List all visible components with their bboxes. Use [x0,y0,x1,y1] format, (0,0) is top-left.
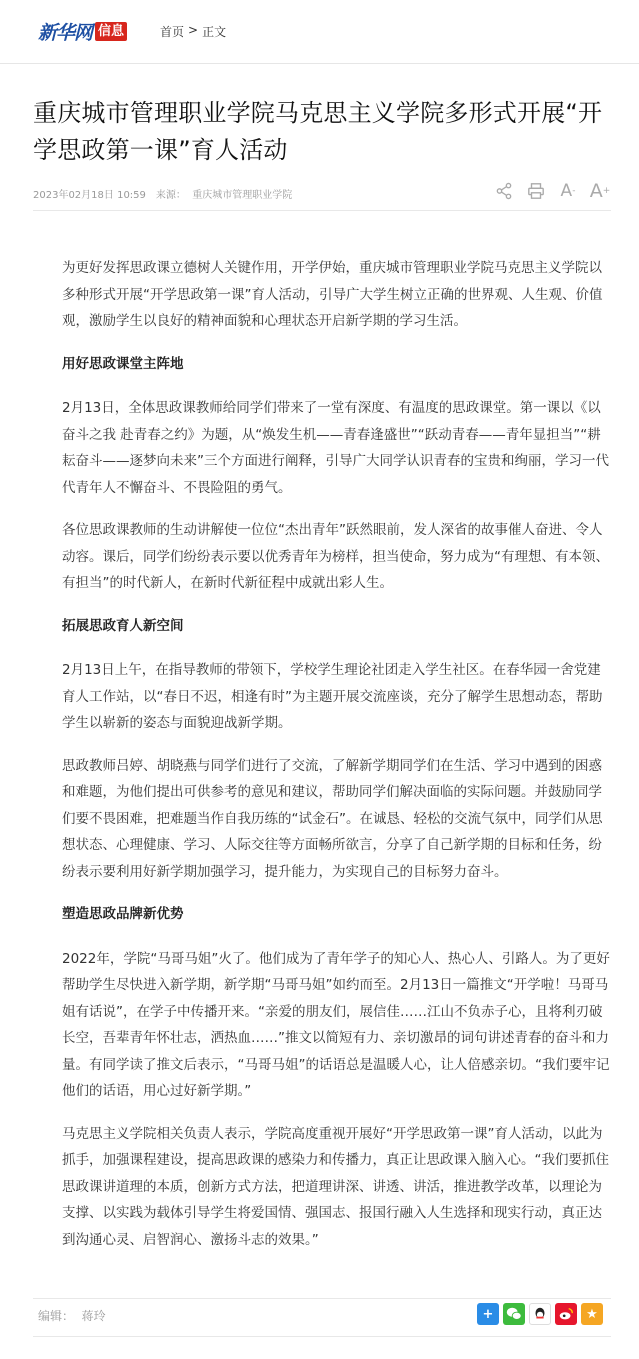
source-label: 来源： [155,190,186,201]
section-heading: 拓展思政育人新空间 [62,617,184,634]
share-bar [477,1303,603,1325]
breadcrumb-current: 正文 [202,25,227,39]
qq-icon[interactable] [529,1303,551,1325]
body-paragraph: 2月13日，全体思政课教师给同学们带来了一堂有深度、有温度的思政课堂。第一课以《以奋斗之我 赴青春之约》为题，从“焕发生机——青春逢盛世”“跃动青春——青年显担当”“耕耘奋斗——逐梦向未来”三个方面进行阐释，引导广大同学认识青春的宝贵和绚丽，学习一代代青年人不懈奋斗、不畏险阻的勇气。 [62,400,609,496]
logo-text: 新华网 [38,21,93,44]
editor-credit [38,1307,106,1324]
font-decrease-icon[interactable]: A - [560,181,576,201]
body-paragraph: 各位思政课教师的生动讲解使一位位“杰出青年”跃然眼前，发人深省的故事催人奋进、令人动容。课后，同学们纷纷表示要以优秀青年为榜样，担当使命，努力成为“有理想、有本领、有担当”的时代新人，在新时代新征程中成就出彩人生。 [62,522,609,591]
section-heading: 用好思政课堂主阵地 [62,355,184,372]
footer-divider [33,1298,611,1299]
article-date: 2023年02月18日 10:59 [33,190,146,201]
body-paragraph: 2月13日上午，在指导教师的带领下，学校学生理论社团走入学生社区。在春华园一舍党建育人工作站，以“春日不迟，相逢有时”为主题开展交流座谈，充分了解学生思想动态，帮助学生以崭新的姿态与面貌迎战新学期。 [62,662,603,731]
body-paragraph: 为更好发挥思政课立德树人关键作用，开学伊始，重庆城市管理职业学院马克思主义学院以多种形式开展“开学思政第一课”育人活动，引导广大学生树立正确的世界观、人生观、价值观，激励学生以良好的精神面貌和心理状态开启新学期的学习生活。 [62,260,603,329]
font-increase-icon[interactable]: A + [589,180,611,202]
site-header [0,0,639,64]
favorite-star-icon[interactable]: ★ [581,1303,603,1325]
logo-tag: 信息 [95,22,127,41]
editor-label: 编辑： [38,1309,75,1323]
font-small-label: A [560,181,573,201]
more-share-icon[interactable]: + [477,1303,499,1325]
article-meta [33,186,292,201]
weibo-icon[interactable] [555,1303,577,1325]
article-title: 重庆城市管理职业学院马克思主义学院多形式开展“开学思政第一课”育人活动 [33,99,603,164]
body-paragraph: 2022年，学院“马哥马姐”火了。他们成为了青年学子的知心人、热心人、引路人。为了更好帮助学生尽快进入新学期，新学期“马哥马姐”如约而至。2月13日一篇推文“开学啦！马哥马姐有话说”，在学子中传播开来。“亲爱的朋友们，展信佳……江山不负赤子心，且将利刃破长空，吾辈青年怀壮志，洒热血……”推文以简短有力、亲切激昂的词句讲述青春的奋斗和力量。有同学读了推文后表示，“马哥马姐”的话语总是温暖人心，让人倍感亲切。“我们要牢记他们的话语，用心过好新学期。” [62,950,610,1099]
breadcrumb-separator: > [188,23,199,37]
breadcrumb [160,23,226,40]
print-icon[interactable] [525,180,547,202]
breadcrumb-home-link[interactable]: 首页 [160,25,185,39]
source-name: 重庆城市管理职业学院 [192,190,293,201]
body-paragraph: 思政教师吕婷、胡晓燕与同学们进行了交流，了解新学期同学们在生活、学习中遇到的困惑和难题，为他们提出可供参考的意见和建议，帮助同学们解决面临的实际问题。并鼓励同学们要不畏困难，把难题当作自我历练的“试金石”。在诚恳、轻松的交流气氛中，同学们从思想状态、心理健康、学习、人际交往等方面畅所欲言，分享了自己新学期的目标和任务，纷纷表示要利用好新学期加强学习，提升能力，为实现自己的目标努力奋斗。 [62,757,603,880]
article-body [62,255,614,1269]
wechat-icon[interactable] [503,1303,525,1325]
section-heading: 塑造思政品牌新优势 [62,906,184,922]
bottom-divider [33,1336,611,1337]
article-source [156,186,292,201]
article-tools [493,180,611,202]
meta-divider [33,210,611,211]
font-large-label: A [589,180,603,202]
site-logo[interactable] [38,19,127,43]
body-paragraph: 马克思主义学院相关负责人表示，学院高度重视开展好“开学思政第一课”育人活动，以此为抓手，加强课程建设，提高思政课的感染力和传播力，真正让思政课入脑入心。“我们要抓住思政课讲道理的本质，创新方式方法，把道理讲深、讲透、讲活，推进教学改革，以理论为支撑、以实践为载体引导学生将爱国情、强国志、报国行融入人生选择和现实行动，真正达到沟通心灵、启智润心、激扬斗志的效果。” [62,1125,609,1248]
share-icon[interactable] [493,180,515,202]
editor-name: 蒋玲 [81,1309,106,1323]
